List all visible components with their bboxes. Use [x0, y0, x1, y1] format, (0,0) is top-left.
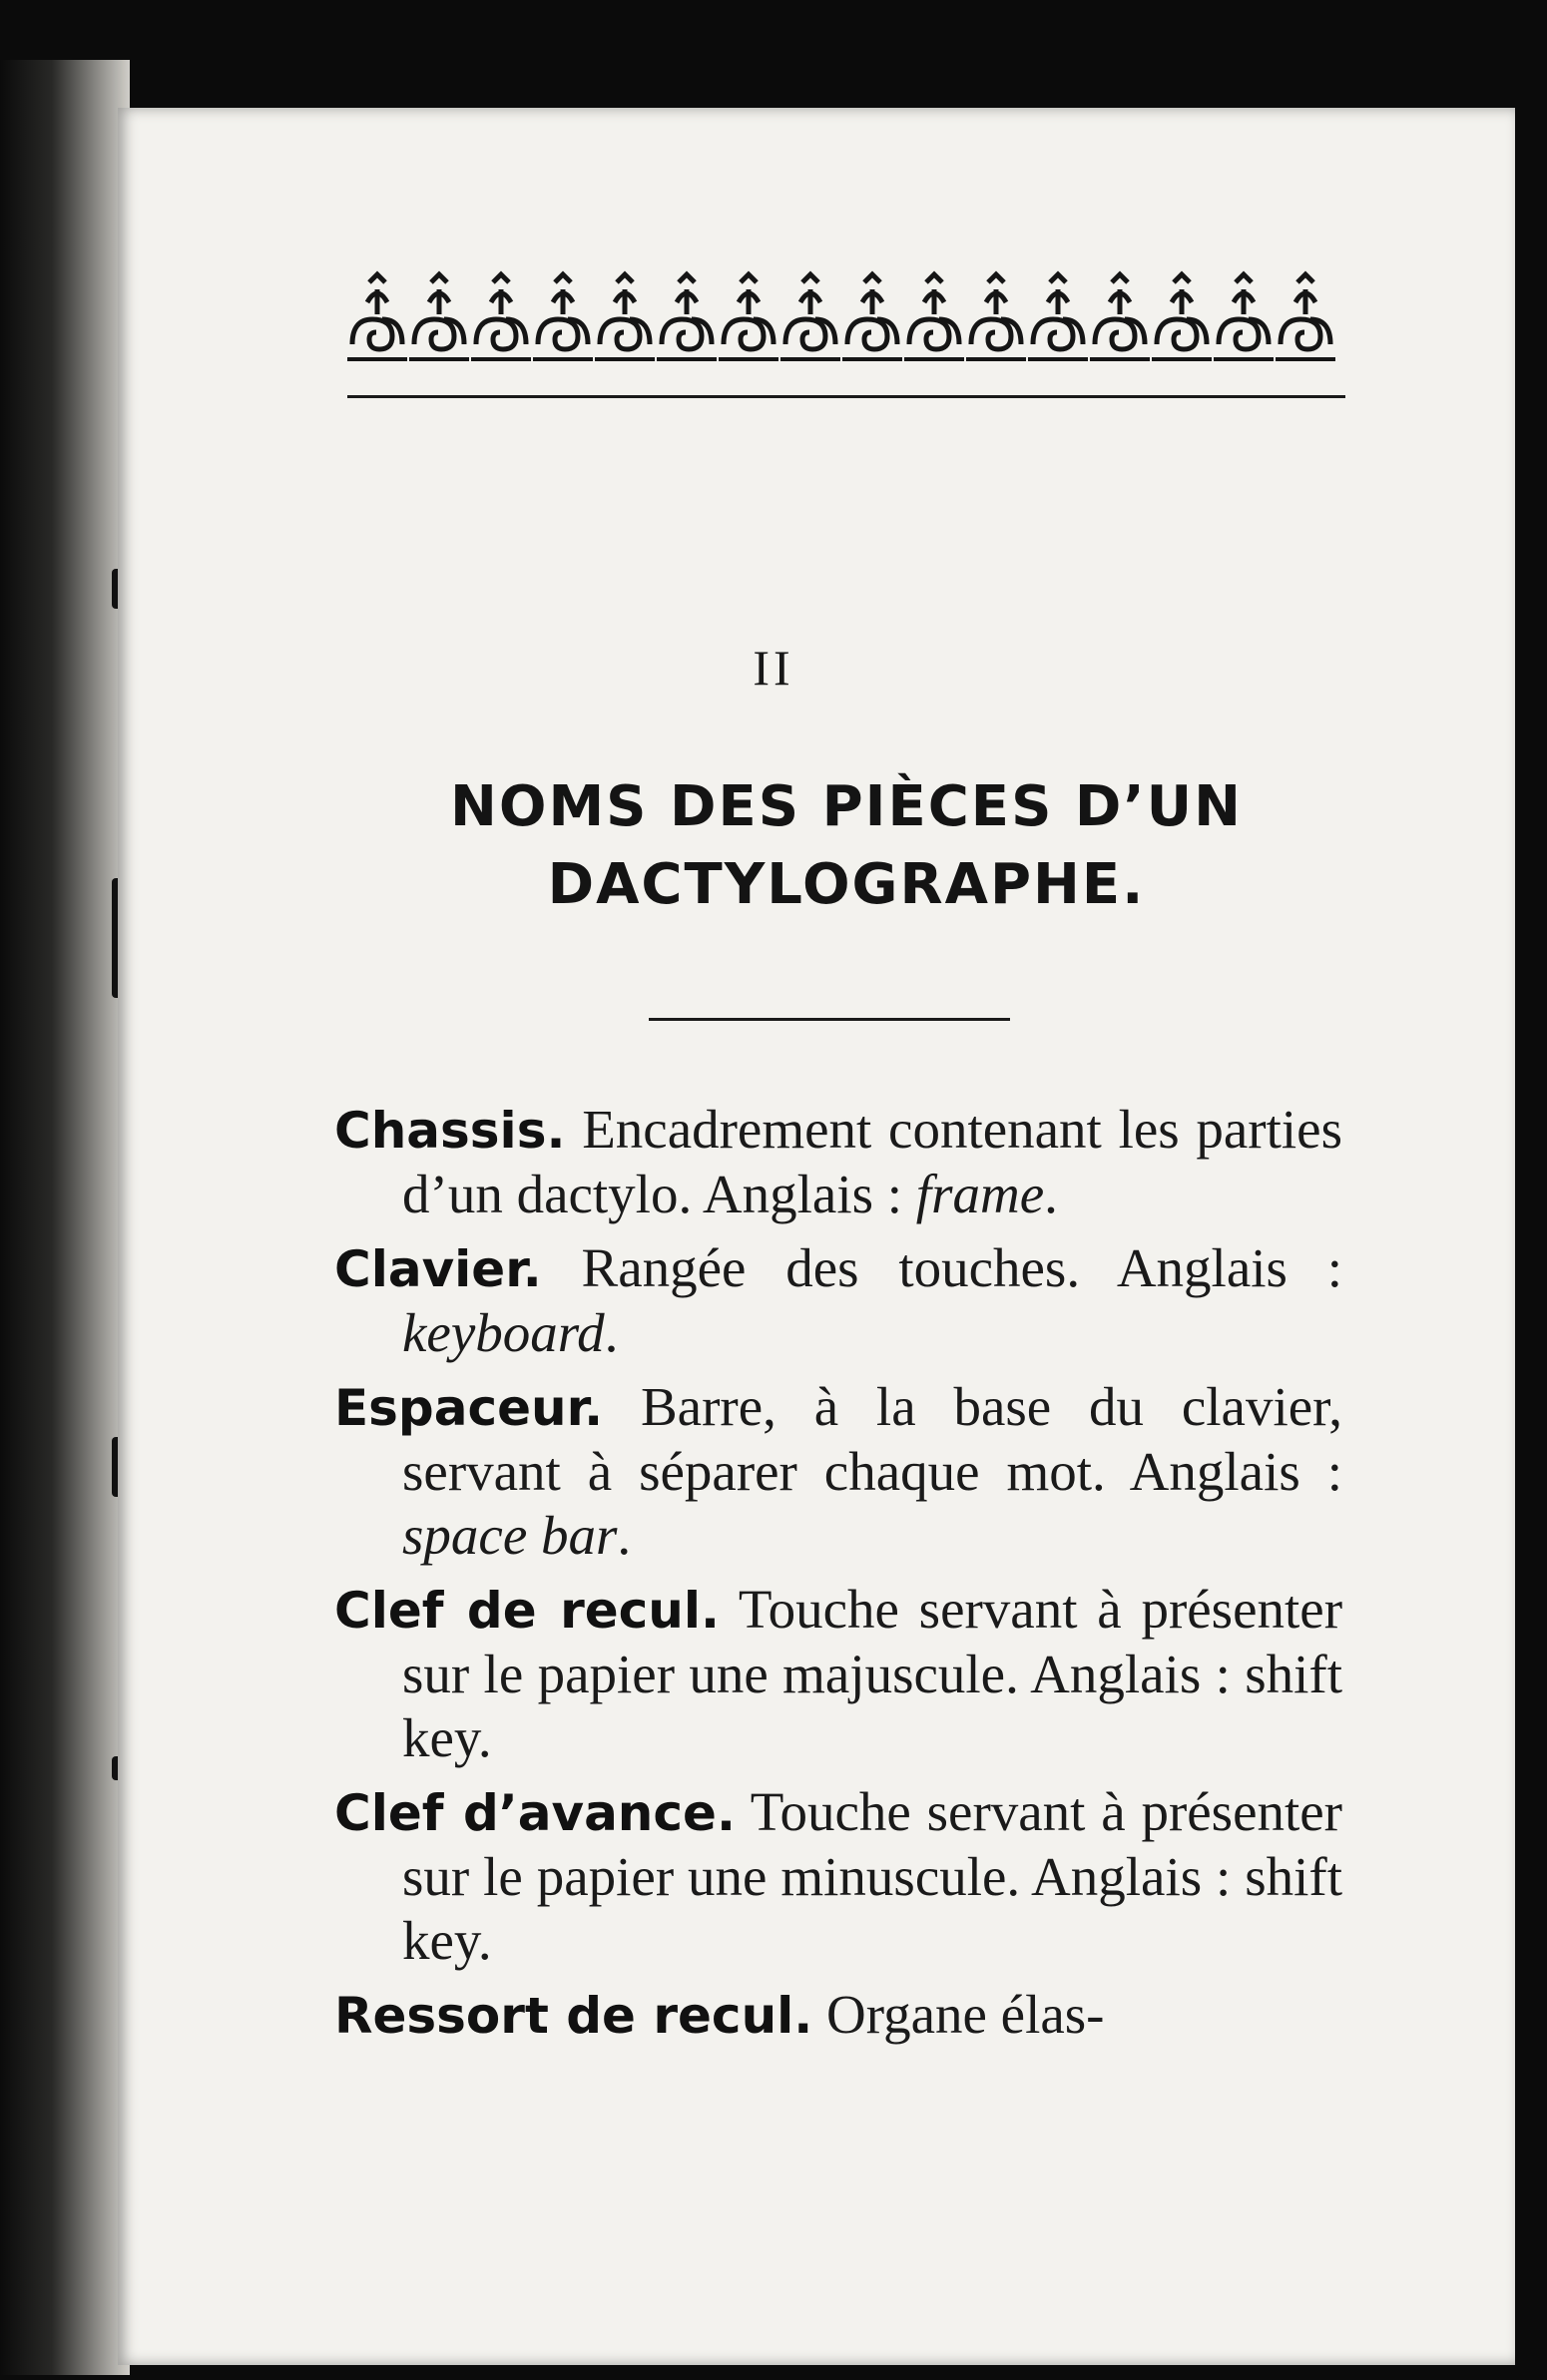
entry-definition: Organe élas- — [826, 1984, 1105, 2045]
entry-punct: . — [604, 1302, 619, 1363]
entry-definition: Touche servant à présenter sur le papier une majuscule. Anglais : shift key. — [402, 1579, 1343, 1768]
entry-term: Clef de recul. — [334, 1582, 721, 1640]
fleuron-ornament-band — [347, 269, 1345, 364]
section-heading — [347, 768, 1345, 924]
entry-english: space bar — [402, 1505, 618, 1566]
glossary-entry — [334, 1375, 1342, 1568]
heading-rule — [649, 1018, 1010, 1021]
glossary-entry — [334, 1983, 1342, 2048]
entry-definition: Barre, à la base du clavier, servant à séparer chaque mot. Anglais : — [402, 1376, 1343, 1502]
entry-term: Chassis. — [334, 1102, 566, 1160]
glossary-entry — [334, 1578, 1342, 1770]
section-heading-line: NOMS DES PIÈCES D’UN — [449, 774, 1243, 839]
entry-definition: Touche servant à présenter sur le papier une minuscule. Anglais : shift key. — [402, 1781, 1343, 1971]
entry-english: keyboard — [402, 1302, 605, 1363]
entry-definition: Rangée des touches. Anglais : — [581, 1237, 1342, 1298]
entry-term: Clef d’avance. — [334, 1784, 736, 1842]
entry-term: Ressort de recul. — [334, 1987, 813, 2045]
section-heading-line: DACTYLOGRAPHE. — [547, 852, 1146, 917]
entry-term: Clavier. — [334, 1240, 542, 1298]
entry-definition: Encadrement contenant les parties d’un dactylo. Anglais : — [402, 1099, 1342, 1224]
chapter-number: II — [753, 640, 794, 696]
glossary-entry — [334, 1098, 1342, 1226]
glossary-entry — [334, 1236, 1342, 1365]
entry-term: Espaceur. — [334, 1379, 604, 1437]
entry-punct: . — [1044, 1164, 1058, 1224]
glossary-entry — [334, 1780, 1342, 1973]
glossary-list — [334, 1098, 1342, 2058]
top-rule — [347, 395, 1345, 398]
book-binding — [0, 60, 130, 2375]
entry-english: frame — [915, 1164, 1045, 1224]
entry-punct: . — [617, 1505, 632, 1566]
